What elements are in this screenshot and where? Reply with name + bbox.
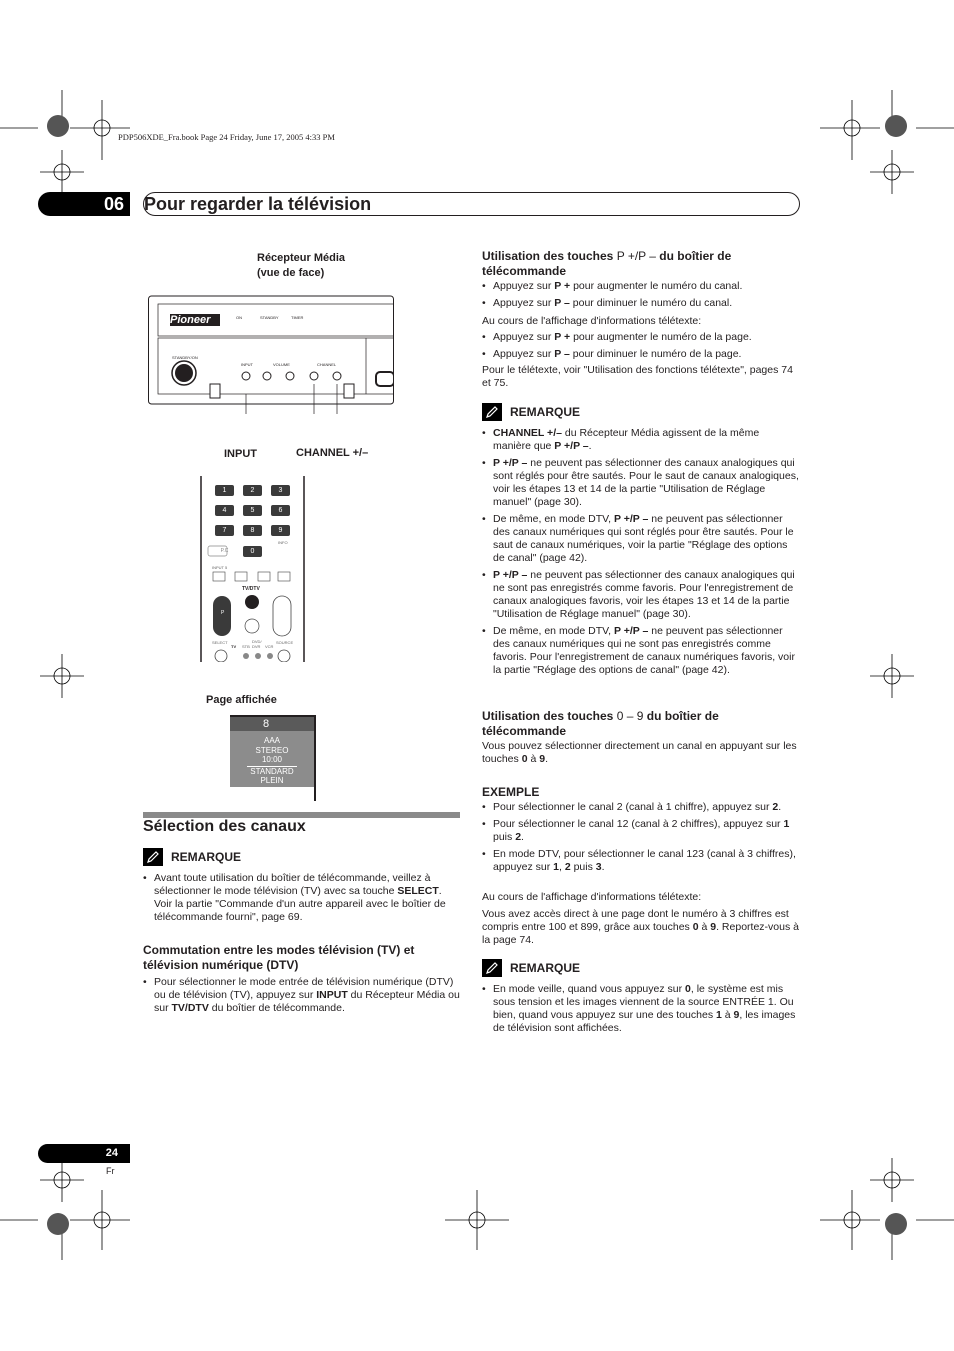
remote-label-stb: STB — [242, 644, 250, 649]
remote-key-8: 8 — [243, 525, 262, 536]
note-list-3 — [482, 983, 800, 1039]
osd-line4: STANDARD — [250, 766, 294, 776]
remote-label-p: P — [221, 610, 225, 616]
channel-label: CHANNEL — [317, 362, 337, 367]
osd-channel-number: 8 — [230, 717, 314, 731]
list-item: • Appuyez sur P – pour diminuer le numéro du canal. — [482, 297, 800, 310]
right-para-2: Pour le télétexte, voir "Utilisation des fonctions télétexte", pages 74 et 75. — [482, 364, 793, 389]
list-item: • De même, en mode DTV, P +/P – ne peuvent pas sélectionner des canaux numériques qui ne sont pas enregistrés comme favoris. Pour l'enregistrement de canaux numériques favoris, voir la partie "Réglage des options de canal" (page 42). — [482, 625, 800, 677]
callout-input: INPUT — [224, 448, 257, 460]
note-list-1 — [143, 872, 461, 928]
list-item: • De même, en mode DTV, P +/P – ne peuvent pas sélectionner des canaux numériques qui sont réglés pour être sautés. Pour le saut de canaux numériques, voir la partie "Réglage des options de canal" (page 42). — [482, 513, 800, 565]
list-item: • Appuyez sur P + pour augmenter le numéro du canal. — [482, 280, 800, 293]
remote-key-5: 5 — [243, 505, 262, 516]
list-item: • Pour sélectionner le mode entrée de télévision numérique (DTV) ou de télévision (TV), appuyez sur INPUT du Récepteur Média ou sur TV/DTV du boîtier de télécommande. — [143, 976, 461, 1015]
pencil-note-icon — [482, 959, 502, 977]
section-title: Sélection des canaux — [143, 818, 306, 835]
remote-label-dvd: DVD/ DVR — [252, 639, 262, 649]
remote-label-vcr: VCR — [265, 644, 274, 649]
list-item: • P +/P – ne peuvent pas sélectionner des canaux analogiques qui ne sont pas enregistrés comme favoris. Pour l'enregistrement de canaux analogiques favoris, voir les étapes 13 et 14 de la partie "Utilisation de Réglage manuel" (page 30). — [482, 569, 800, 621]
input-label: INPUT — [241, 362, 253, 367]
list-item: • Appuyez sur P – pour diminuer le numéro de la page. — [482, 348, 800, 361]
callout-channel: CHANNEL +/– — [296, 447, 369, 459]
list-item: • Pour sélectionner le canal 12 (canal à 2 chiffres), appuyez sur 1 puis 2. — [482, 818, 800, 844]
list-item: • P +/P – ne peuvent pas sélectionner des canaux analogiques qui sont réglés pour être sautés. Pour le saut de canaux analogiques, voir les étapes 13 et 14 de la partie "Utilisation de Réglage manuel" (page 30). — [482, 457, 800, 509]
right-para-5: Vous avez accès direct à une page dont le numéro à 3 chiffres est compris entre 100 et 899, grâce aux touches 0 à 9. Reportez-vous à la page 74. — [482, 908, 799, 946]
list-item: • Appuyez sur P + pour augmenter le numéro de la page. — [482, 331, 800, 344]
right-para-1: Au cours de l'affichage d'informations télétexte: — [482, 315, 702, 327]
right-para-3: Vous pouvez sélectionner directement un canal en appuyant sur les touches 0 à 9. — [482, 740, 797, 765]
pencil-note-icon — [143, 848, 163, 866]
subsection-title-1: Commutation entre les modes télévision (TV) et télévision numérique (DTV) — [143, 943, 415, 972]
remote-key-4: 4 — [215, 505, 234, 516]
language-code: Fr — [106, 1166, 115, 1176]
list-item: • En mode veille, quand vous appuyez sur 0, le système est mis sous tension et les images viennent de la source ENTRÉE 1. Ou bien, quand vous appuyez sur une des touches 1 à 9, les images de télévision sont affichées. — [482, 983, 800, 1035]
brand-logo: Pioneer — [170, 314, 211, 326]
right-heading-1: Utilisation des touches P +/P – du boîtier de télécommande — [482, 249, 732, 278]
remote-label-select: SELECT — [212, 640, 228, 645]
remote-key-9: 9 — [271, 525, 290, 536]
indicator-timer: TIMER — [291, 315, 304, 320]
list-item: • CHANNEL +/– du Récepteur Média agissent de la même manière que P +/P –. — [482, 427, 800, 453]
chapter-number: 06 — [38, 192, 130, 216]
note-header-1: REMARQUE — [143, 848, 241, 866]
remote-key-2: 2 — [243, 485, 262, 496]
osd-line5: PLEIN — [260, 776, 284, 785]
remote-key-6: 6 — [271, 505, 290, 516]
right-para-4: Au cours de l'affichage d'informations télétexte: — [482, 891, 702, 903]
osd-line3: 10:00 — [261, 755, 283, 764]
sub1-list — [143, 976, 461, 1019]
list-item: • Pour sélectionner le canal 2 (canal à 1 chiffre), appuyez sur 2. — [482, 801, 800, 814]
standby-label: STANDBY/ON — [172, 355, 198, 360]
example-list — [482, 801, 800, 878]
receiver-figure-title: Récepteur Média (vue de face) — [257, 252, 346, 279]
page-number: 24 — [38, 1144, 130, 1163]
note-header-2: REMARQUE — [482, 403, 580, 421]
remote-label-tv: TV — [231, 644, 237, 649]
list-item: • En mode DTV, pour sélectionner le canal 123 (canal à 3 chiffres), appuyez sur 1, 2 puis 3. — [482, 848, 800, 874]
pencil-note-icon — [482, 403, 502, 421]
osd-caption: Page affichée — [206, 694, 277, 706]
remote-label-info: INFO — [278, 540, 288, 545]
osd-frame-line — [314, 717, 316, 801]
remote-key-1: 1 — [215, 485, 234, 496]
print-info: PDP506XDE_Fra.book Page 24 Friday, June 17, 2005 4:33 PM — [118, 132, 335, 142]
remote-label-source: SOURCE — [276, 640, 294, 645]
list-item: • Avant toute utilisation du boîtier de télécommande, veillez à sélectionner le mode télévision (TV) avec sa touche SELECT. Voir la partie "Commande d'un autre appareil avec le boîtier de télécommande fourni", page 69. — [143, 872, 461, 924]
right-list-1 — [482, 280, 800, 314]
remote-label-tvdtv: TV/DTV — [242, 586, 260, 592]
note-list-2 — [482, 427, 800, 681]
remote-key-3: 3 — [271, 485, 290, 496]
osd-banner — [230, 717, 314, 787]
remote-label-input5: INPUT 5 — [212, 565, 228, 570]
remote-key-0: 0 — [243, 546, 262, 557]
note-header-3: REMARQUE — [482, 959, 580, 977]
example-label: EXEMPLE — [482, 785, 540, 799]
remote-key-7: 7 — [215, 525, 234, 536]
volume-label: VOLUME — [273, 362, 290, 367]
indicator-standby: STANDBY — [260, 315, 279, 320]
osd-line1: AAA — [263, 736, 280, 745]
osd-line2: STEREO — [255, 745, 289, 755]
media-receiver-illustration — [148, 294, 394, 414]
chapter-title: Pour regarder la télévision — [143, 192, 800, 216]
indicator-on: ON — [236, 315, 242, 320]
right-heading-2: Utilisation des touches 0 – 9 du boîtier de télécommande — [482, 709, 719, 738]
remote-key-pc: P.C — [220, 548, 229, 554]
right-list-2 — [482, 331, 800, 365]
